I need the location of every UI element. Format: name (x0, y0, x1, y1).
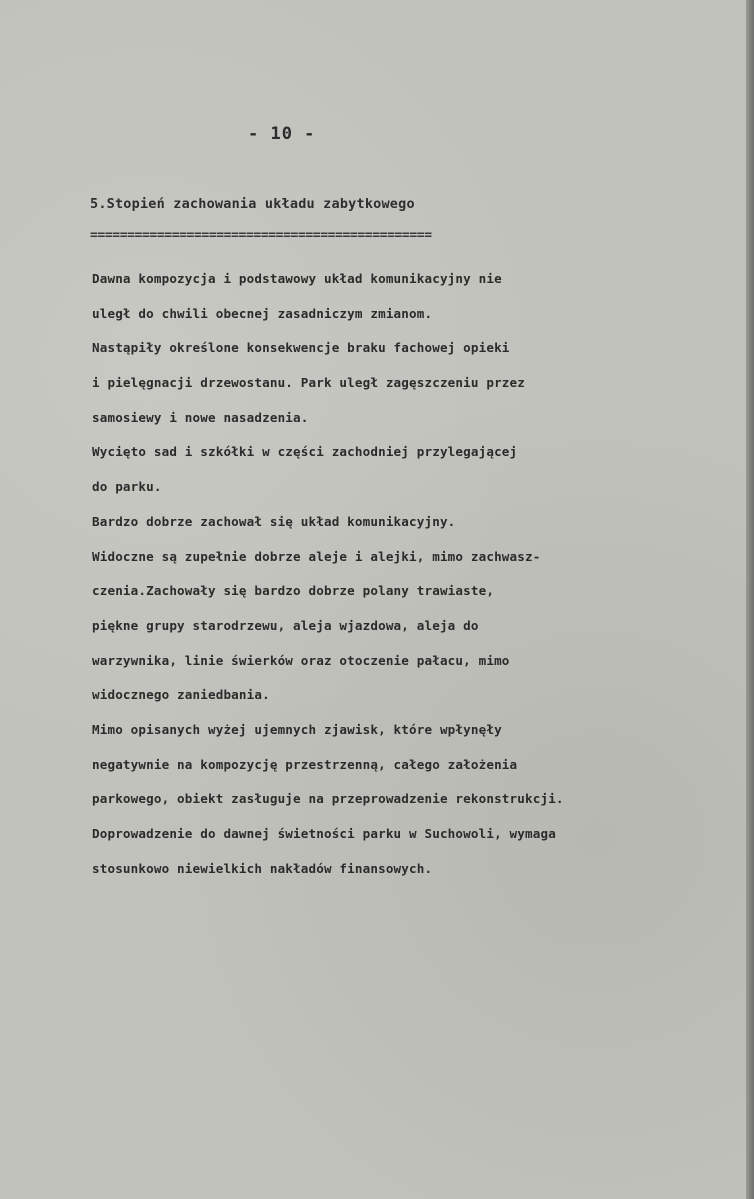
text-line: warzywnika, linie świerków oraz otoczenie pałacu, mimo (92, 652, 510, 668)
text-line: Wycięto sad i szkółki w części zachodniej przylegającej (92, 444, 518, 460)
section-heading: 5.Stopień zachowania układu zabytkowego (90, 196, 415, 212)
text-line: Dawna kompozycja i podstawowy układ komunikacyjny nie (92, 271, 502, 286)
text-line: uległ do chwili obecnej zasadniczym zmianom. (92, 305, 433, 321)
text-line: widocznego zaniedbania. (92, 687, 270, 703)
text-line: Nastąpiły określone konsekwencje braku fachowej opieki (92, 340, 510, 356)
text-line: czenia.Zachowały się bardzo dobrze polany trawiaste, (92, 583, 495, 599)
text-line: Bardzo dobrze zachował się układ komunikacyjny. (92, 513, 456, 529)
text-line: do parku. (92, 479, 162, 495)
text-line: Mimo opisanych wyżej ujemnych zjawisk, które wpłynęły (92, 721, 502, 737)
text-line: stosunkowo niewielkich nakładów finansowych. (92, 860, 433, 876)
page-number: - 10 - (248, 124, 316, 144)
text-line: piękne grupy starodrzewu, aleja wjazdowa, aleja do (92, 617, 479, 633)
text-line: samosiewy i nowe nasadzenia. (92, 409, 309, 425)
body-text (92, 262, 742, 886)
text-line: negatywnie na kompozycję przestrzenną, całego założenia (92, 756, 518, 772)
heading-underline: ============================================== (90, 228, 432, 243)
text-line: i pielęgnacji drzewostanu. Park uległ zagęszczeniu przez (92, 375, 525, 391)
text-line: Widoczne są zupełnie dobrze aleje i alejki, mimo zachwasz- (92, 548, 541, 564)
text-line: Doprowadzenie do dawnej świetności parku w Suchowoli, wymaga (92, 826, 556, 841)
page-edge-shadow (746, 0, 754, 1199)
text-line: parkowego, obiekt zasługuje na przeprowadzenie rekonstrukcji. (92, 791, 564, 807)
